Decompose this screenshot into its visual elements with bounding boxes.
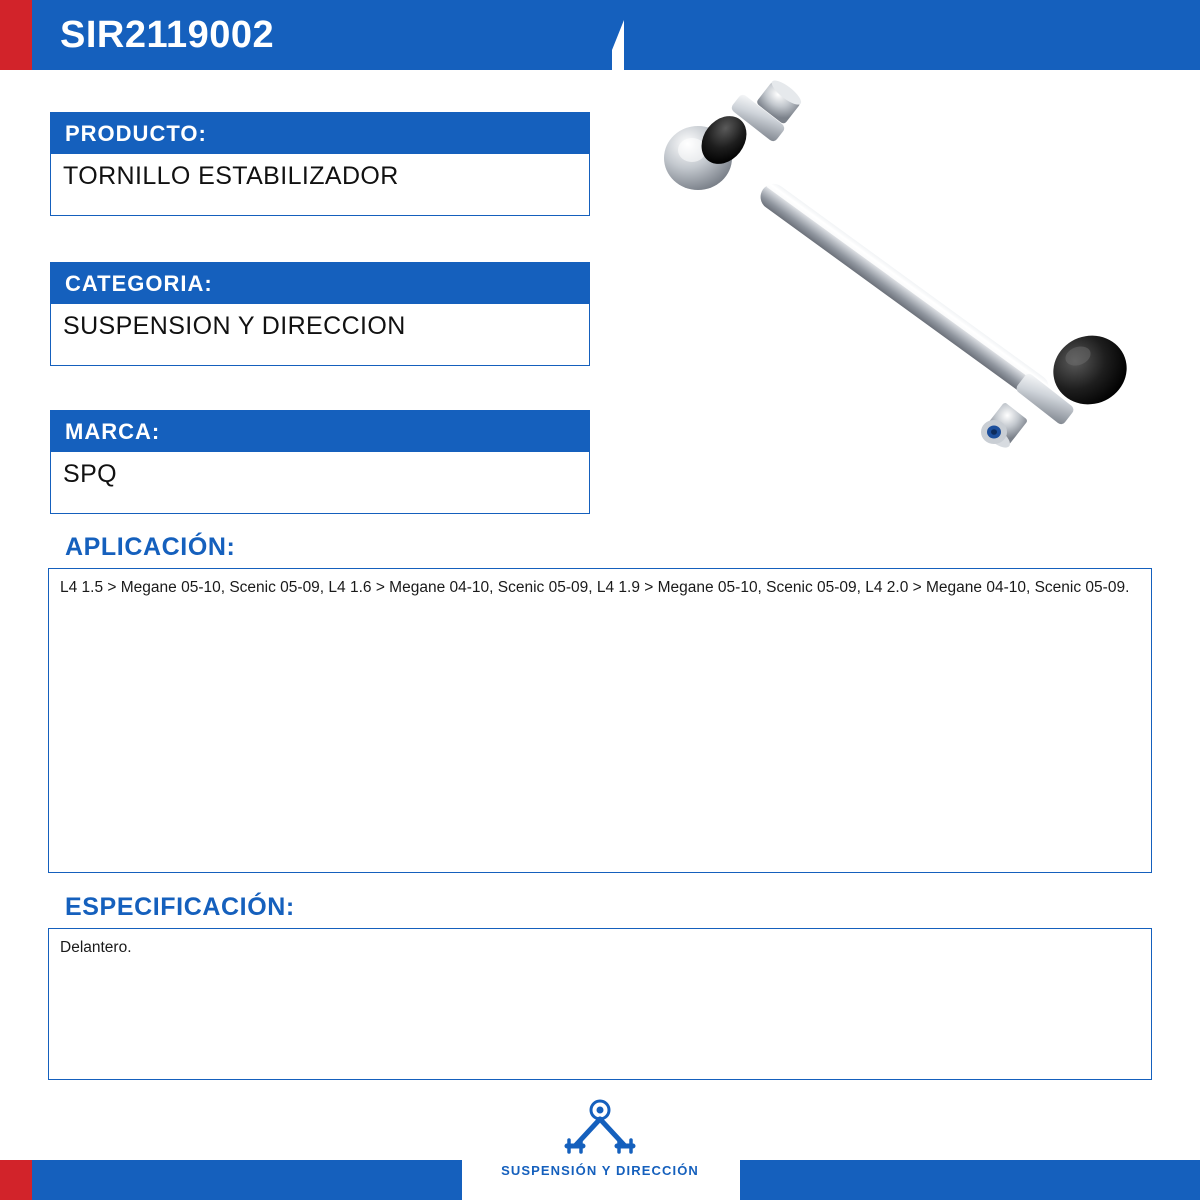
footer-blue-bar-right [740, 1160, 1200, 1200]
header-blue-bar-right [624, 0, 1200, 70]
product-image [620, 80, 1180, 500]
aplicacion-heading: APLICACIÓN: [65, 533, 236, 561]
field-marca [50, 410, 590, 514]
field-producto-label: PRODUCTO: [50, 112, 590, 154]
page-footer [0, 1160, 1200, 1200]
especificacion-box [48, 928, 1152, 1080]
especificacion-heading: ESPECIFICACIÓN: [65, 893, 295, 921]
suspension-arm-icon [545, 1098, 655, 1156]
field-producto-value-box [50, 154, 590, 216]
field-categoria-value-box [50, 304, 590, 366]
aplicacion-text: L4 1.5 > Megane 05-10, Scenic 05-09, L4 1.6 > Megane 04-10, Scenic 05-09, L4 1.9 > Megane 05-10, Scenic 05-09, L4 2.0 > Megane 04-10, Scenic 05-09. [60, 579, 1130, 596]
footer-red-accent [0, 1160, 32, 1200]
field-producto [50, 112, 590, 216]
field-categoria [50, 262, 590, 366]
footer-logo-text: SUSPENSIÓN Y DIRECCIÓN [501, 1163, 699, 1178]
field-marca-label: MARCA: [50, 410, 590, 452]
field-categoria-label: CATEGORIA: [50, 262, 590, 304]
page-header [0, 0, 1200, 70]
especificacion-text: Delantero. [60, 939, 132, 956]
field-producto-value: TORNILLO ESTABILIZADOR [63, 162, 399, 190]
footer-blue-bar-left [32, 1160, 462, 1200]
field-categoria-value: SUSPENSION Y DIRECCION [63, 312, 406, 340]
stabilizer-link-photo [620, 80, 1180, 500]
header-red-accent [0, 0, 32, 70]
page-title: SIR2119002 [60, 14, 275, 56]
field-marca-value-box [50, 452, 590, 514]
aplicacion-box [48, 568, 1152, 873]
field-marca-value: SPQ [63, 460, 117, 488]
